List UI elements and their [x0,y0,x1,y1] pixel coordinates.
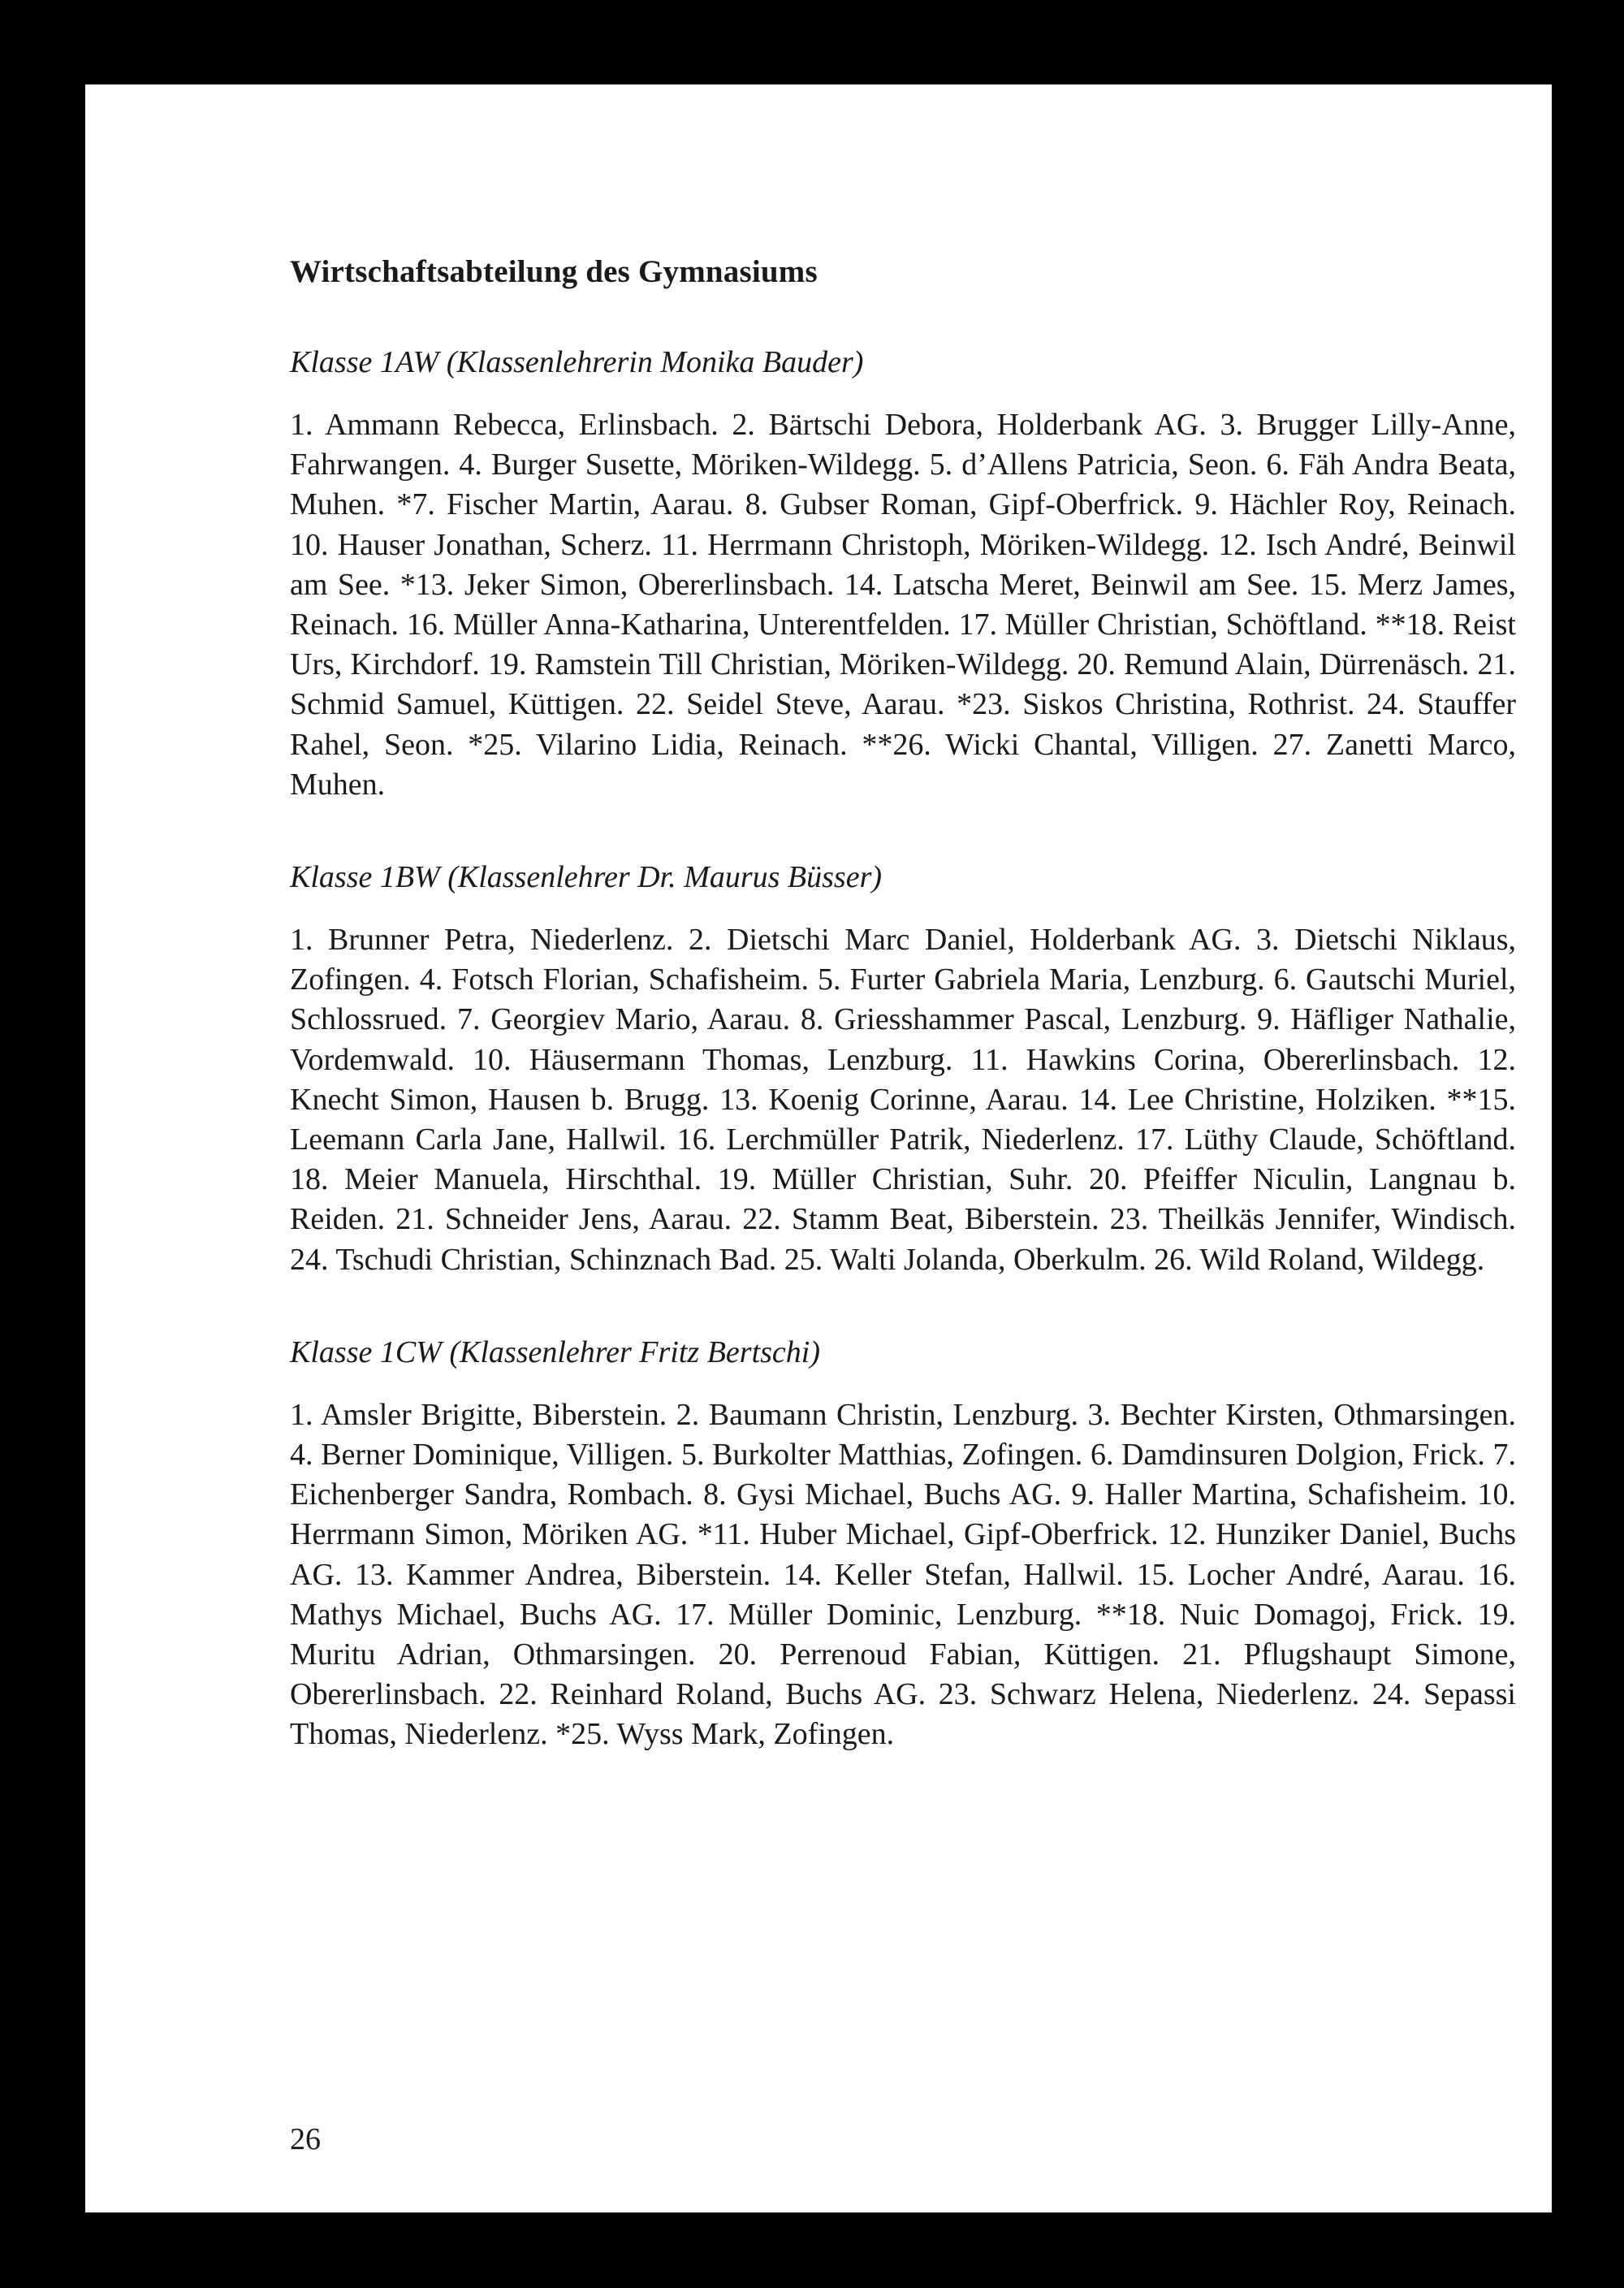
class-section-1aw [290,344,1516,805]
class-title: Klasse 1AW (Klassenlehrerin Monika Bauder) [290,345,864,379]
class-title: Klasse 1CW (Klassenlehrer Fritz Bertschi) [290,1334,820,1369]
class-section-1cw [290,1334,1516,1755]
student-list: 1. Ammann Rebecca, Erlinsbach. 2. Bärtschi Debora, Holderbank AG. 3. Brugger Lilly-Anne, Fahrwangen. 4. Burger Susette, Möriken-Wildegg. 5. d’Allens Patricia, Seon. 6. Fäh Andra Beata, Muhen. *7. Fischer Martin, Aarau. 8. Gubser Roman, Gipf-Oberfrick. 9. Hächler Roy, Reinach. 10. Hauser Jonathan, Scherz. 11. Herrmann Christoph, Möriken-Wildegg. 12. Isch André, Beinwil am See. *13. Jeker Simon, Obererlinsbach. 14. Latscha Meret, Beinwil am See. 15. Merz James, Reinach. 16. Müller Anna-Katharina, Unterentfelden. 17. Müller Christian, Schöftland. **18. Reist Urs, Kirchdorf. 19. Ramstein Till Christian, Möriken-Wildegg. 20. Remund Alain, Dürrenäsch. 21. Schmid Samuel, Küttigen. 22. Seidel Steve, Aarau. *23. Siskos Christina, Rothrist. 24. Stauffer Rahel, Seon. *25. Vilarino Lidia, Reinach. **26. Wicki Chantal, Villigen. 27. Zanetti Marco, Muhen. [290,408,1516,802]
page-content [290,253,1516,1809]
document-page [85,84,1552,2212]
page-heading: Wirtschaftsabteilung des Gymnasiums [290,254,818,289]
class-title: Klasse 1BW (Klassenlehrer Dr. Maurus Büsser) [290,860,883,895]
class-section-1bw [290,859,1516,1280]
student-list: 1. Brunner Petra, Niederlenz. 2. Dietschi Marc Daniel, Holderbank AG. 3. Dietschi Niklaus, Zofingen. 4. Fotsch Florian, Schafisheim. 5. Furter Gabriela Maria, Lenzburg. 6. Gautschi Muriel, Schlossrued. 7. Georgiev Mario, Aarau. 8. Griesshammer Pascal, Lenzburg. 9. Häfliger Nathalie, Vordemwald. 10. Häusermann Thomas, Lenzburg. 11. Hawkins Corina, Obererlinsbach. 12. Knecht Simon, Hausen b. Brugg. 13. Koenig Corinne, Aarau. 14. Lee Christine, Holziken. **15. Leemann Carla Jane, Hallwil. 16. Lerchmüller Patrik, Niederlenz. 17. Lüthy Claude, Schöftland. 18. Meier Manuela, Hirschthal. 19. Müller Christian, Suhr. 20. Pfeiffer Niculin, Langnau b. Reiden. 21. Schneider Jens, Aarau. 22. Stamm Beat, Biberstein. 23. Theilkäs Jennifer, Windisch. 24. Tschudi Christian, Schinznach Bad. 25. Walti Jolanda, Oberkulm. 26. Wild Roland, Wildegg. [290,923,1516,1277]
student-list: 1. Amsler Brigitte, Biberstein. 2. Baumann Christin, Lenzburg. 3. Bechter Kirsten, Othmarsingen. 4. Berner Dominique, Villigen. 5. Burkolter Matthias, Zofingen. 6. Damdinsuren Dolgion, Frick. 7. Eichenberger Sandra, Rombach. 8. Gysi Michael, Buchs AG. 9. Haller Martina, Schafisheim. 10. Herrmann Simon, Möriken AG. *11. Huber Michael, Gipf-Oberfrick. 12. Hunziker Daniel, Buchs AG. 13. Kammer Andrea, Biberstein. 14. Keller Stefan, Hallwil. 15. Locher André, Aarau. 16. Mathys Michael, Buchs AG. 17. Müller Dominic, Lenzburg. **18. Nuic Domagoj, Frick. 19. Muritu Adrian, Othmarsingen. 20. Perrenoud Fabian, Küttigen. 21. Pflugshaupt Simone, Obererlinsbach. 22. Reinhard Roland, Buchs AG. 23. Schwarz Helena, Niederlenz. 24. Sepassi Thomas, Niederlenz. *25. Wyss Mark, Zofingen. [290,1397,1516,1752]
page-number: 26 [290,2122,321,2156]
